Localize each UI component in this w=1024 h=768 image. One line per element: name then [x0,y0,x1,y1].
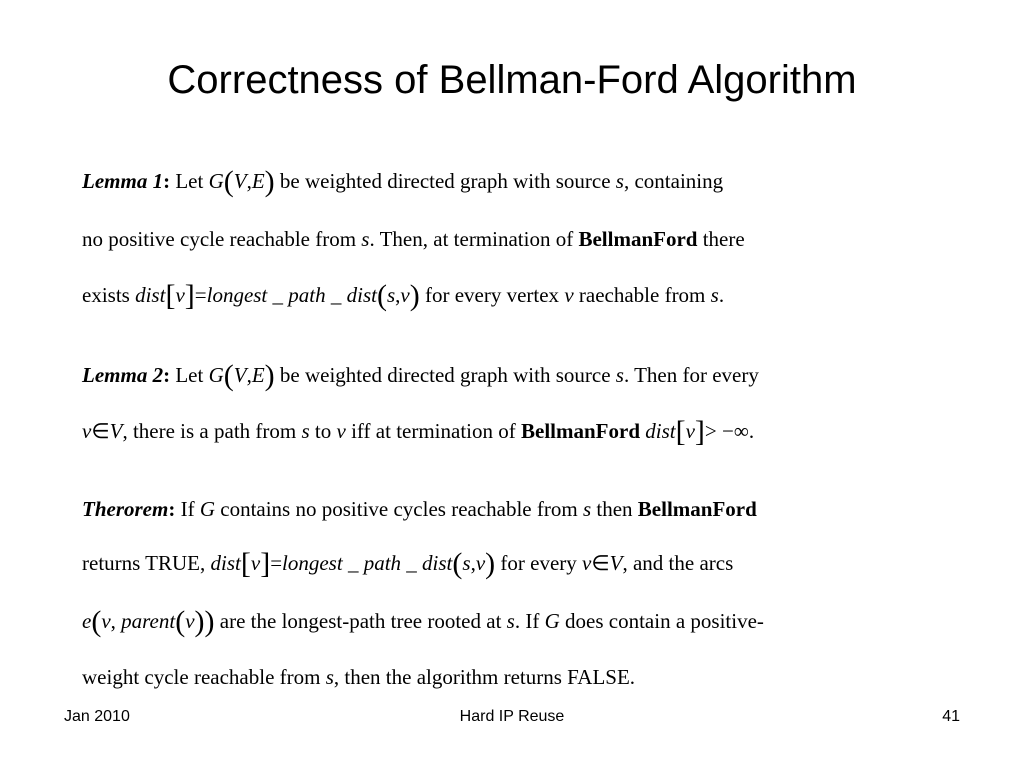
math-eq: = [194,283,207,307]
text: raechable from [578,283,706,307]
bracket-open: [ [675,415,686,448]
bracket-open: [ [165,279,176,312]
math-g: G [208,169,224,193]
math-s: s [325,665,334,689]
text: contains no positive cycles reachable from [220,497,578,521]
text: and the arcs [632,551,734,575]
math-v: v [582,551,592,575]
bracket-open: [ [240,547,251,580]
bracket-close: ] [260,547,271,580]
math-v: V [233,169,247,193]
theorem-line-4 [82,662,635,692]
text: for every [500,551,577,575]
text: . [748,419,755,443]
theorem-label: Therorem [82,497,169,521]
text: to [314,419,332,443]
text: , [622,551,628,575]
text: , [623,169,630,193]
theorem-line-2 [82,548,733,578]
math-v: v [185,609,195,633]
text: . Then for every [623,363,759,387]
math-longest-path-dist: longest _ path _ dist [206,283,377,307]
bellmanford-name: BellmanFord [521,419,640,443]
text: , there is a path from [122,419,297,443]
paren-close: ) [485,547,496,580]
footer-page-number: 41 [942,708,960,725]
text: Let [175,169,204,193]
paren-close: ) [264,165,275,198]
lemma-1-colon: : [163,169,171,193]
text: Let [175,363,204,387]
lemma-1-line-2 [82,224,745,254]
bellmanford-name: BellmanFord [578,227,698,251]
text: . Then, at termination of [369,227,574,251]
paren-open: ( [452,547,463,580]
math-V: V [609,551,623,575]
text: If [180,497,195,521]
text: exists [82,283,130,307]
math-s: s [615,363,624,387]
bracket-close: ] [184,279,195,312]
math-comma: , [246,169,252,193]
bellmanford-name: BellmanFord [637,497,757,521]
lemma-1-line-3 [82,280,724,310]
lemma-2-label: Lemma 2 [82,363,164,387]
text: returns TRUE, [82,551,206,575]
math-comma: , [246,363,252,387]
lemma-2-colon: : [163,363,171,387]
math-V: V [109,419,123,443]
paren-close: )) [194,605,215,638]
text: . [718,283,725,307]
text: does contain a positive- [565,609,764,633]
math-g: G [544,609,560,633]
math-dist: dist [210,551,241,575]
text: then [596,497,633,521]
math-longest-path-dist: longest _ path _ dist [282,551,453,575]
text: , [333,665,340,689]
lemma-1-label: Lemma 1 [82,169,164,193]
text: there [702,227,745,251]
paren-open: ( [223,165,234,198]
math-s: s [615,169,624,193]
bracket-close: ] [694,415,705,448]
theorem-colon: : [168,497,176,521]
footer-date: Jan 2010 [64,708,130,725]
paren-close: ) [264,359,275,392]
slide-title: Correctness of Bellman-Ford Algorithm [167,58,857,102]
footer-title: Hard IP Reuse [459,708,565,725]
math-e: E [251,169,265,193]
math-s: s [710,283,719,307]
text: be weighted directed graph with source [279,363,611,387]
paren-close: ) [409,279,420,312]
math-v: v [400,283,410,307]
math-dist: dist [135,283,166,307]
lemma-2-line-2 [82,416,754,446]
paren-open: ( [376,279,387,312]
text: containing [634,169,724,193]
math-g: G [199,497,215,521]
math-s: s [506,609,515,633]
text: iff at termination of [351,419,516,443]
text: be weighted directed graph with source [279,169,611,193]
math-gt-neg-infinity: > −∞ [704,419,749,443]
math-in: ∈ [91,419,110,443]
math-v: v [685,419,695,443]
math-v: v [564,283,574,307]
text: then the algorithm returns FALSE. [344,665,636,689]
paren-open: ( [175,605,186,638]
math-e: E [251,363,265,387]
text: . If [514,609,540,633]
text: are the longest-path tree rooted at [219,609,502,633]
math-comma: , [470,551,476,575]
math-comma: , [395,283,401,307]
math-v: V [233,363,247,387]
math-s: s [582,497,592,521]
math-s: s [386,283,396,307]
lemma-1-line-1 [82,166,723,196]
theorem-line-3 [82,606,764,636]
math-s: s [361,227,370,251]
theorem-line-1 [82,494,757,524]
math-e: e [82,609,92,633]
math-dist: dist [645,419,676,443]
math-g: G [208,363,224,387]
math-comma: , [110,609,116,633]
math-parent: parent [121,609,176,633]
math-v: v [175,283,185,307]
lemma-2-line-1 [82,360,759,390]
text: for every vertex [424,283,560,307]
paren-open: ( [223,359,234,392]
math-v: v [475,551,486,575]
math-v: v [101,609,111,633]
math-eq: = [270,551,283,575]
math-v: v [336,419,346,443]
math-v: v [250,551,261,575]
math-s: s [462,551,471,575]
math-s: s [301,419,310,443]
text: no positive cycle reachable from [82,227,357,251]
math-v: v [82,419,92,443]
text: weight cycle reachable from [82,665,321,689]
paren-open: ( [91,605,102,638]
math-in: ∈ [591,551,610,575]
